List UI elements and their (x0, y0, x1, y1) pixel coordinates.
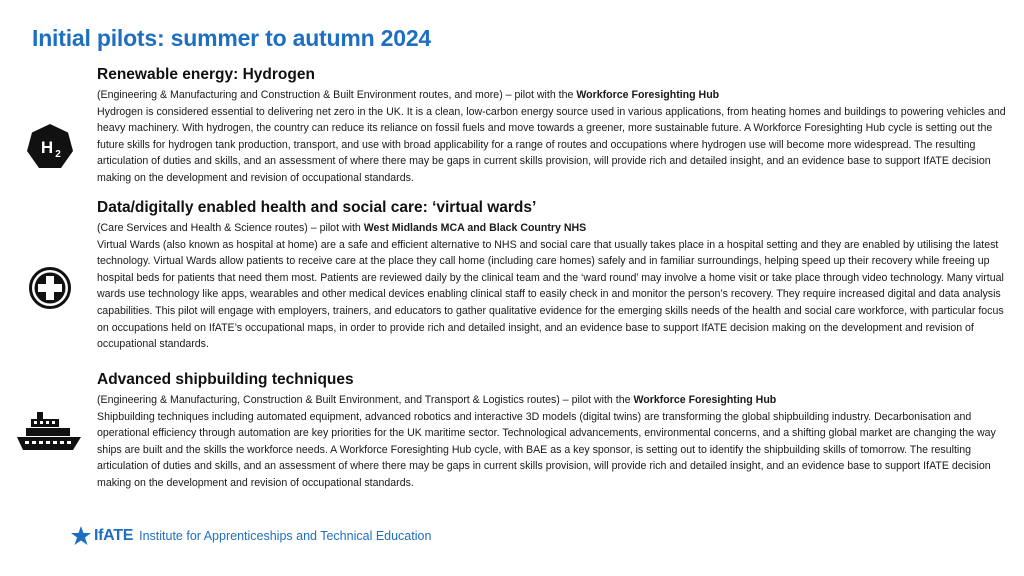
ship-middle-deck (26, 428, 70, 436)
routes-text: (Engineering & Manufacturing and Construction & Built Environment routes, and more) – pilot with the (97, 89, 577, 101)
section-body: Hydrogen is considered essential to delivering net zero in the UK. It is a clean, low-carbon energy source used in various applications, from heating homes and buildings to powering vehicles and heavy machinery. With hydrogen, the country can reduce its reliance on fossil fuels and move towards a greener, more sustainable future. A Workforce Foresighting Hub cycle is setting out the future skills for hydrogen tank production, transport, and use with broad applicability for a range of routes and occupations where hydrogen use will become more widespread. The resulting articulation of duties and skills, and an assessment of where there may be gaps in current skills provision, will provide rich and detailed insight, and an evidence base to support IfATE decision making on the development and revision of occupational standards. (97, 105, 1006, 184)
hydrogen-symbol: H (40, 138, 54, 157)
ifate-star-icon (70, 525, 92, 547)
section-heading: Data/digitally enabled health and social care: ‘virtual wards’ (97, 199, 537, 216)
section-heading: Renewable energy: Hydrogen (97, 66, 315, 83)
partner-name: Workforce Foresighting Hub (633, 394, 777, 406)
logo-subtitle: Institute for Apprenticeships and Technical Education (139, 529, 432, 543)
section-routes (97, 220, 1009, 237)
routes-text: (Care Services and Health & Science routes) – pilot with (97, 222, 364, 234)
hydrogen-subscript: 2 (55, 149, 61, 160)
section-heading: Advanced shipbuilding techniques (97, 371, 354, 388)
partner-name: Workforce Foresighting Hub (576, 89, 720, 101)
section-routes (97, 392, 1009, 409)
footer-logo (70, 523, 431, 549)
cross-horizontal (38, 284, 62, 292)
partner-name: West Midlands MCA and Black Country NHS (363, 222, 587, 234)
section-shipbuilding (97, 370, 1009, 492)
page-title: Initial pilots: summer to autumn 2024 (32, 25, 432, 51)
hydrogen-icon (26, 123, 74, 171)
health-cross-icon (29, 267, 71, 309)
section-hydrogen (97, 65, 1009, 187)
routes-text: (Engineering & Manufacturing, Construction & Built Environment, and Transport & Logistics routes) – pilot with the (97, 394, 634, 406)
section-body: Virtual Wards (also known as hospital at home) are a safe and efficient alternative to NHS and social care that usually takes place in a hospital setting and they are enabled by utilising the latest technology. Virtual Wards allow patients to receive care at the place they call home (including care homes) safely and in familiar surroundings, helping speed up their recovery while freeing up hospital beds for patients that need them most. Patients are reviewed daily by the clinical team and the ‘ward round’ may involve a home visit or take place through video technology. Many virtual wards use technology like apps, wearables and other medical devices enabling clinical staff to easily check in and monitor the person’s recovery. They require increased digital and data analysis capabilities. This pilot will engage with employers, trainers, and educators to gather qualitative evidence for the emerging skills needs of the health and social care workforce, with particular focus on occupations held on IfATE’s occupational maps, in order to provide rich and detailed insight, and an evidence base to support IfATE decision making on the development and revision of occupational standards. (97, 238, 1004, 351)
ship-funnel (37, 412, 43, 419)
section-body: Shipbuilding techniques including automated equipment, advanced robotics and interactive 3D models (digital twins) are transforming the global shipbuilding industry. Decarbonisation and operational efficiency through automation are key priorities for the UK maritime sector. Technological advancements, environmental concerns, and a shifting global market are changing the way ships are built and the skills the workforce needs. A Workforce Foresighting Hub cycle, with BAE as a key sponsor, is setting out to identify the shipbuilding skills of tomorrow. The resulting articulation of duties and skills, and an assessment of where there may be gaps in current skills provision, will provide rich and detailed insight, and an evidence base to support IfATE decision making on the development and revision of occupational standards. (97, 410, 996, 489)
logo-wordmark: IfATE (94, 527, 134, 544)
section-routes (97, 87, 1009, 104)
section-virtual-wards (97, 198, 1009, 353)
ship-icon (17, 410, 81, 454)
